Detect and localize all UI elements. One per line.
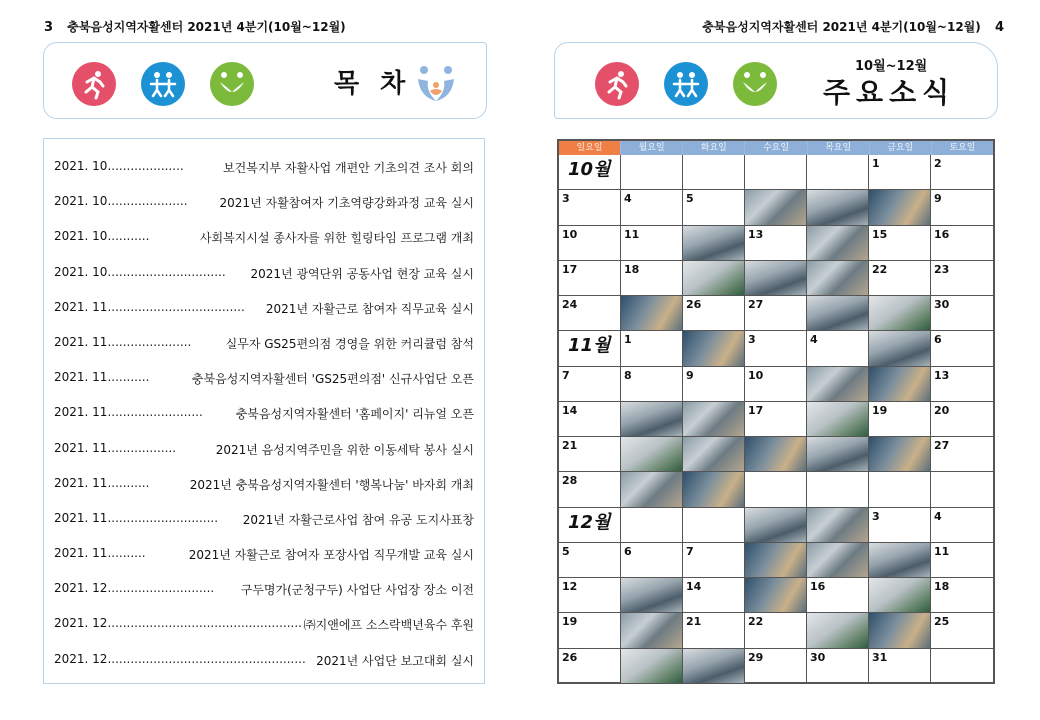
day-number: 9 <box>686 368 694 382</box>
toc-text: 보건복지부 자활사업 개편안 기초의견 조사 회의 <box>223 161 474 175</box>
day-cell <box>683 508 745 543</box>
day-number: 25 <box>934 615 950 629</box>
day-cell <box>559 613 621 648</box>
day-number: 8 <box>624 368 632 382</box>
photo-cell <box>869 437 931 472</box>
month-label: 12월 <box>568 511 611 533</box>
day-cell <box>869 226 931 261</box>
photo-cell <box>807 437 869 472</box>
news-banner <box>554 42 998 119</box>
day-number: 27 <box>748 298 764 312</box>
day-number: 20 <box>934 403 950 417</box>
toc-item <box>54 546 474 581</box>
day-number: 5 <box>562 544 570 558</box>
toc-item <box>54 194 474 229</box>
day-number: 11 <box>624 227 640 241</box>
photo-cell <box>683 402 745 437</box>
day-number: 4 <box>624 192 632 206</box>
photo-cell <box>683 226 745 261</box>
photo-cell <box>869 331 931 366</box>
photo-cell <box>807 402 869 437</box>
photo-cell <box>869 578 931 613</box>
toc-text: 2021년 자활참여자 기초역량강화과정 교육 실시 <box>219 196 474 211</box>
day-number: 17 <box>748 403 764 417</box>
day-cell <box>683 613 745 648</box>
toc-leader-dots: ............................. <box>107 510 219 525</box>
day-cell <box>807 649 869 684</box>
toc-date: 2021. 10 <box>54 229 108 244</box>
photo-cell <box>869 190 931 225</box>
heart-hands-icon <box>733 62 777 106</box>
day-cell <box>869 155 931 190</box>
month-label: 11월 <box>568 335 611 357</box>
day-cell <box>931 226 993 261</box>
day-number: 10 <box>748 368 764 382</box>
toc-date: 2021. 11 <box>54 510 108 525</box>
day-cell <box>869 649 931 684</box>
day-number: 7 <box>562 368 570 382</box>
toc-date: 2021. 11 <box>54 475 108 490</box>
day-number: 1 <box>872 157 880 170</box>
day-number: 11 <box>934 544 950 558</box>
day-cell <box>931 155 993 190</box>
day-number: 16 <box>934 227 950 241</box>
day-cell <box>683 543 745 578</box>
day-number: 29 <box>748 650 764 664</box>
day-cell <box>745 226 807 261</box>
toc-item <box>54 441 474 476</box>
right-header-title: 충북음성지역자활센터 2021년 4분기(10월~12월) <box>702 20 981 34</box>
day-cell <box>931 296 993 331</box>
day-cell <box>559 472 621 507</box>
day-cell <box>869 261 931 296</box>
toc-text: 충북음성지역자활센터 'GS25편의점' 신규사업단 오픈 <box>191 372 474 387</box>
day-number: 3 <box>748 333 756 347</box>
photo-cell <box>807 543 869 578</box>
day-cell <box>621 190 683 225</box>
toc-date: 2021. 12 <box>54 616 108 631</box>
day-cell <box>559 296 621 331</box>
toc-banner <box>43 42 487 119</box>
right-page-header <box>702 18 1014 35</box>
day-number: 6 <box>624 544 632 558</box>
day-number: 22 <box>872 262 888 276</box>
photo-cell <box>683 649 745 684</box>
photo-cell <box>869 613 931 648</box>
toc-leader-dots: ................... <box>111 159 184 173</box>
day-number: 31 <box>872 650 888 664</box>
day-cell <box>931 508 993 543</box>
day-cell <box>931 649 993 684</box>
photo-cell <box>807 613 869 648</box>
day-number: 16 <box>810 580 826 594</box>
day-cell <box>745 472 807 507</box>
photo-cell <box>745 508 807 543</box>
day-cell <box>869 402 931 437</box>
day-cell <box>869 472 931 507</box>
toc-leader-dots: .................................... <box>107 299 245 314</box>
day-cell <box>807 331 869 366</box>
weekday-label: 토요일 <box>932 141 993 155</box>
day-cell <box>807 578 869 613</box>
day-number: 19 <box>562 615 578 629</box>
day-cell <box>559 402 621 437</box>
toc-date: 2021. 10. <box>54 159 112 173</box>
day-cell <box>745 367 807 402</box>
day-cell <box>931 190 993 225</box>
month-label-cell <box>559 331 621 366</box>
day-number: 30 <box>934 298 950 312</box>
toc-leader-dots: ............................ <box>107 581 215 596</box>
toc-date: 2021. 11 <box>54 440 108 455</box>
news-subtitle: 10월~12월 <box>855 59 928 74</box>
photo-cell <box>807 190 869 225</box>
toc-date: 2021. 11 <box>54 370 108 385</box>
toc-item <box>54 652 474 687</box>
day-number: 30 <box>810 650 826 664</box>
photo-cell <box>869 367 931 402</box>
two-people-icon <box>664 62 708 106</box>
photo-cell <box>683 331 745 366</box>
toc-item <box>54 159 474 194</box>
day-cell <box>931 367 993 402</box>
day-cell <box>807 472 869 507</box>
toc-leader-dots: ...................... <box>107 334 192 349</box>
day-number: 14 <box>562 403 578 417</box>
calendar-weekday-header <box>559 141 993 155</box>
day-cell <box>559 261 621 296</box>
toc-title: 목 차 <box>334 69 412 99</box>
photo-cell <box>807 226 869 261</box>
day-number: 19 <box>872 403 888 417</box>
toc-date: 2021. 10 <box>54 264 108 279</box>
toc-text: 2021년 충북음성지역자활센터 '행복나눔' 바자회 개최 <box>189 477 474 492</box>
day-cell <box>745 649 807 684</box>
toc-item <box>54 405 474 440</box>
toc-date: 2021. 10 <box>54 194 108 209</box>
toc-item <box>54 265 474 300</box>
toc-item <box>54 581 474 616</box>
photo-cell <box>621 296 683 331</box>
day-cell <box>683 578 745 613</box>
toc-leader-dots: .................. <box>107 440 177 455</box>
day-cell <box>745 402 807 437</box>
day-number: 4 <box>934 509 942 523</box>
photo-cell <box>745 437 807 472</box>
day-cell <box>931 437 993 472</box>
family-heart-icon <box>414 61 458 105</box>
day-cell <box>745 155 807 190</box>
weekday-label: 월요일 <box>621 141 683 155</box>
toc-list-box <box>43 138 485 684</box>
day-cell <box>559 649 621 684</box>
day-number: 1 <box>624 333 632 347</box>
photo-cell <box>621 613 683 648</box>
day-cell <box>931 331 993 366</box>
day-number: 2 <box>934 157 942 170</box>
month-label-cell <box>559 155 621 190</box>
day-cell <box>869 508 931 543</box>
toc-item <box>54 616 474 651</box>
weekday-label: 화요일 <box>683 141 745 155</box>
day-number: 9 <box>934 192 942 206</box>
toc-leader-dots: ........... <box>107 370 150 385</box>
toc-item <box>54 370 474 405</box>
toc-text: 사회복지시설 종사자를 위한 힐링타임 프로그램 개최 <box>199 231 474 246</box>
toc-text: 2021년 자활근로 참여자 직무교육 실시 <box>265 301 474 316</box>
day-cell <box>683 296 745 331</box>
toc-text: 2021년 음성지역주민을 위한 이동세탁 봉사 실시 <box>215 442 474 457</box>
day-cell <box>559 437 621 472</box>
toc-leader-dots: .......... <box>107 546 146 561</box>
two-people-icon <box>141 62 185 106</box>
day-cell <box>683 155 745 190</box>
day-number: 21 <box>562 439 578 453</box>
toc-leader-dots: ......................... <box>107 405 203 420</box>
toc-text: 2021년 사업단 보고대회 실시 <box>316 653 474 668</box>
toc-text: 2021년 자활근로 참여자 포장사업 직무개발 교육 실시 <box>188 548 474 563</box>
heart-hands-icon <box>210 62 254 106</box>
toc-date: 2021. 12 <box>54 581 108 596</box>
news-title: 주요소식 <box>823 76 956 109</box>
day-number: 28 <box>562 474 578 488</box>
toc-text: 실무자 GS25편의점 경영을 위한 커리큘럼 참석 <box>225 336 474 351</box>
toc-leader-dots: ................................................... <box>107 616 302 631</box>
left-header-title: 충북음성지역자활센터 2021년 4분기(10월~12월) <box>67 20 346 34</box>
toc-item <box>54 335 474 370</box>
running-person-icon <box>72 62 116 106</box>
day-number: 3 <box>872 509 880 523</box>
day-number: 7 <box>686 544 694 558</box>
toc-item <box>54 229 474 264</box>
day-number: 17 <box>562 262 578 276</box>
toc-leader-dots: ........... <box>107 475 150 490</box>
toc-leader-dots: ................................................... <box>111 651 306 666</box>
day-number: 3 <box>562 192 570 206</box>
right-page-number: 4 <box>994 20 1004 35</box>
photo-cell <box>807 508 869 543</box>
day-cell <box>621 508 683 543</box>
photo-cell <box>745 543 807 578</box>
day-number: 18 <box>624 262 640 276</box>
toc-date: 2021. 11 <box>54 546 108 561</box>
day-cell <box>621 155 683 190</box>
photo-cell <box>683 437 745 472</box>
day-cell <box>807 155 869 190</box>
day-number: 23 <box>934 262 950 276</box>
day-cell <box>931 261 993 296</box>
day-cell <box>745 613 807 648</box>
day-number: 18 <box>934 580 950 594</box>
day-number: 10 <box>562 227 578 241</box>
day-cell <box>621 261 683 296</box>
day-cell <box>931 472 993 507</box>
day-cell <box>621 226 683 261</box>
photo-cell <box>869 543 931 578</box>
day-number: 14 <box>686 580 702 594</box>
day-number: 13 <box>934 368 950 382</box>
calendar-grid <box>559 155 993 684</box>
photo-cell <box>807 261 869 296</box>
toc-list <box>44 139 484 687</box>
day-cell <box>931 543 993 578</box>
left-page-header <box>34 18 346 35</box>
photo-cell <box>621 578 683 613</box>
photo-cell <box>745 578 807 613</box>
toc-date: 2021. 12. <box>54 651 112 666</box>
running-person-icon <box>595 62 639 106</box>
weekday-label: 일요일 <box>559 141 621 155</box>
day-cell <box>931 578 993 613</box>
photo-cell <box>807 367 869 402</box>
day-cell <box>621 331 683 366</box>
toc-leader-dots: ........... <box>107 229 150 244</box>
day-cell <box>559 543 621 578</box>
day-number: 26 <box>686 298 702 312</box>
day-number: 24 <box>562 298 578 312</box>
left-page-number: 3 <box>44 20 54 35</box>
photo-cell <box>745 190 807 225</box>
weekday-label: 수요일 <box>745 141 807 155</box>
day-number: 13 <box>748 227 764 241</box>
toc-date: 2021. 11 <box>54 405 108 420</box>
photo-cell <box>807 296 869 331</box>
day-number: 4 <box>810 333 818 347</box>
toc-date: 2021. 11 <box>54 299 108 314</box>
photo-cell <box>683 472 745 507</box>
photo-cell <box>621 472 683 507</box>
day-number: 5 <box>686 192 694 206</box>
day-cell <box>931 402 993 437</box>
toc-text: 구두명가(군청구두) 사업단 사업장 장소 이전 <box>240 583 474 598</box>
photo-cell <box>621 437 683 472</box>
day-number: 27 <box>934 439 950 453</box>
calendar <box>557 139 995 684</box>
toc-text: 2021년 광역단위 공동사업 현장 교육 실시 <box>250 266 474 281</box>
toc-date: 2021. 11 <box>54 334 108 349</box>
toc-item <box>54 511 474 546</box>
day-cell <box>621 543 683 578</box>
day-cell <box>745 296 807 331</box>
month-label-cell <box>559 508 621 543</box>
toc-text: 2021년 자활근로사업 참여 유공 도지사표창 <box>242 512 474 527</box>
photo-cell <box>621 402 683 437</box>
toc-item <box>54 476 474 511</box>
day-cell <box>559 367 621 402</box>
photo-cell <box>745 261 807 296</box>
day-cell <box>931 613 993 648</box>
photo-cell <box>683 261 745 296</box>
day-cell <box>559 190 621 225</box>
toc-leader-dots: ............................... <box>107 264 226 279</box>
photo-cell <box>621 649 683 684</box>
day-number: 15 <box>872 227 888 241</box>
day-cell <box>683 367 745 402</box>
day-number: 21 <box>686 615 702 629</box>
toc-item <box>54 300 474 335</box>
day-cell <box>559 578 621 613</box>
day-number: 6 <box>934 333 942 347</box>
weekday-label: 금요일 <box>870 141 932 155</box>
day-cell <box>745 331 807 366</box>
month-label: 10월 <box>568 159 611 180</box>
day-cell <box>559 226 621 261</box>
day-cell <box>621 367 683 402</box>
day-cell <box>683 190 745 225</box>
toc-text: 충북음성지역자활센터 '홈페이지' 리뉴얼 오픈 <box>235 407 474 422</box>
day-number: 26 <box>562 650 578 664</box>
toc-leader-dots: ..................... <box>107 194 188 209</box>
day-number: 12 <box>562 580 578 594</box>
weekday-label: 목요일 <box>808 141 870 155</box>
day-number: 22 <box>748 615 764 629</box>
photo-cell <box>869 296 931 331</box>
toc-text: ㈜지앤에프 소스락백년육수 후원 <box>303 618 474 633</box>
